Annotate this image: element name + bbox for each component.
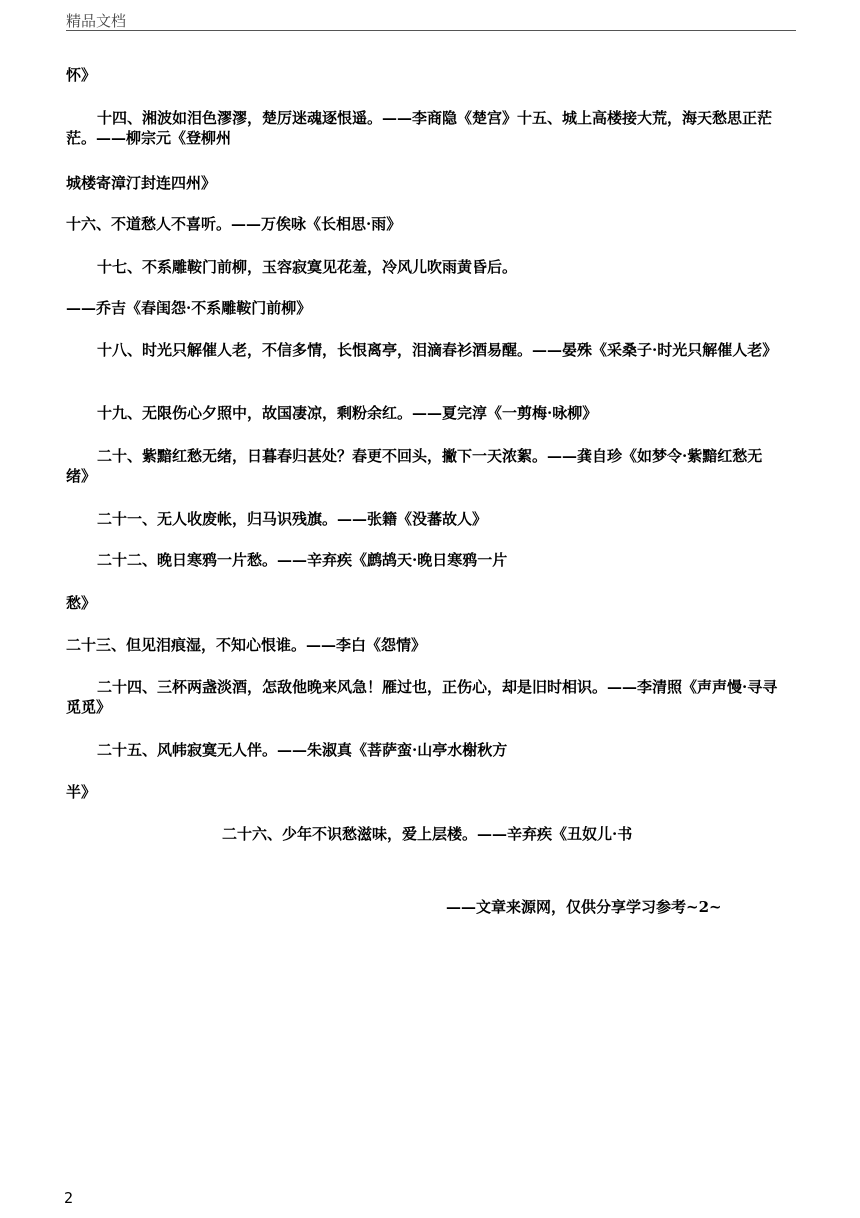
page-number: 2 — [64, 1189, 74, 1207]
text-line: 半》 — [66, 783, 97, 801]
text-paragraph: 二十、紫黯红愁无绪，日暮春归甚处？春更不回头，撇下一天浓絮。——龚自珍《如梦令·紫黯红愁无绪》 — [66, 447, 763, 485]
text-line: 十七、不系雕鞍门前柳，玉容寂寞见花羞，冷风儿吹雨黄昏后。 — [97, 258, 518, 276]
text-line: 二十六、少年不识愁滋味，爱上层楼。——辛弃疾《丑奴儿·书 — [222, 825, 633, 843]
text-line: 愁》 — [66, 594, 97, 612]
text-line: 十六、不道愁人不喜听。——万俟咏《长相思·雨》 — [66, 215, 402, 233]
text-paragraph: 十八、时光只解催人老，不信多情，长恨离亭，泪滴春衫酒易醒。——晏殊《采桑子·时光只解催人老》 — [97, 341, 778, 359]
text-paragraph: 十四、湘波如泪色漻漻，楚厉迷魂逐恨遥。——李商隐《楚宫》十五、城上高楼接大荒，海天愁思正茫茫。——柳宗元《登柳州 — [66, 109, 773, 147]
header-divider — [66, 30, 796, 31]
source-note: ——文章来源网，仅供分享学习参考~2~ — [446, 898, 722, 916]
text-paragraph: 二十四、三杯两盏淡酒，怎敌他晚来风急！雁过也，正伤心，却是旧时相识。——李清照《声声慢·寻寻觅觅》 — [66, 678, 778, 716]
text-line: ——乔吉《春闺怨·不系雕鞍门前柳》 — [66, 299, 312, 317]
text-line: 二十五、风帏寂寞无人伴。——朱淑真《菩萨蛮·山亭水榭秋方 — [97, 741, 508, 759]
document-header: 精品文档 — [66, 12, 127, 30]
text-line: 城楼寄漳汀封连四州》 — [66, 174, 217, 192]
text-line: 二十二、晚日寒鸦一片愁。——辛弃疾《鹧鸪天·晚日寒鸦一片 — [97, 551, 508, 569]
text-line: 怀》 — [66, 66, 97, 84]
text-line: 十九、无限伤心夕照中，故国凄凉，剩粉余红。——夏完淳《一剪梅·咏柳》 — [97, 404, 598, 422]
text-line: 二十三、但见泪痕湿，不知心恨谁。——李白《怨情》 — [66, 636, 427, 654]
text-line: 二十一、无人收废帐，归马识残旗。——张籍《没蕃故人》 — [97, 510, 488, 528]
